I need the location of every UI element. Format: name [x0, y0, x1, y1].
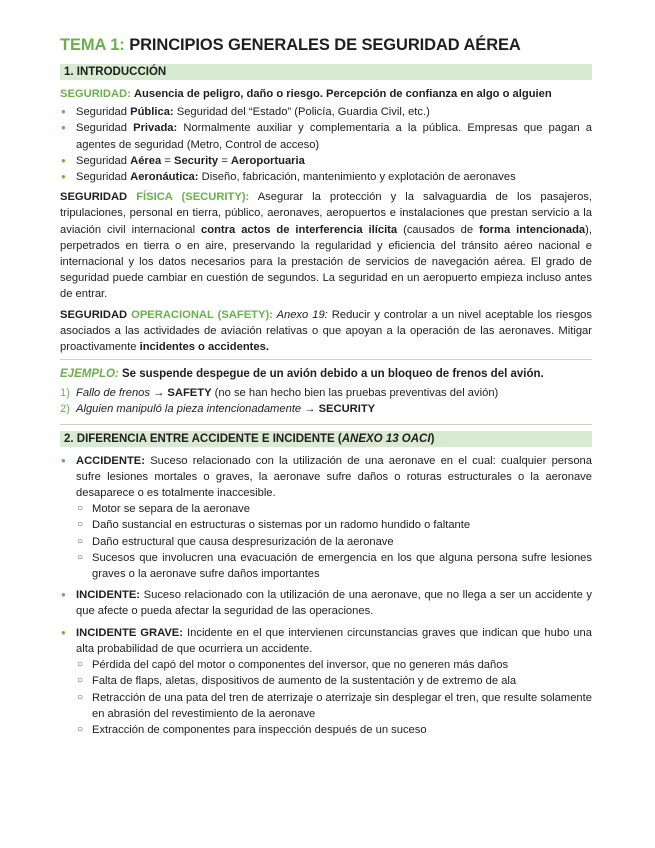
seguridad-definition	[60, 86, 592, 102]
section-heading-diferencia: 2. DIFERENCIA ENTRE ACCIDENTE E INCIDENTE (ANEXO 13 OACI)	[60, 431, 592, 447]
seguridad-label: SEGURIDAD:	[60, 88, 131, 100]
divider	[60, 424, 592, 425]
accident-types-list	[60, 453, 592, 738]
seguridad-fisica-paragraph: SEGURIDAD FÍSICA (SECURITY): Asegurar la protección y la salvaguardia de los pasajeros, tripulaciones, personal en tierra, público, aeronaves, aeropuertos e instalaciones que prestan servicio a la aviación civil internacional contra actos de interferencia ilícita (causados de forma intencionada), perpetrados en tierra o en aire, preservando la regularidad y eficiencia del tránsito aéreo nacional e internacional y los datos necesarios para la prestación de servicios de navegación aérea. El grado de seguridad puede cambiar en cuestión de segundos. La seguridad en un aeropuerto empieza incluso antes de entrar.	[60, 191, 592, 301]
list-item: ○ Motor se separa de la aeronave	[76, 501, 592, 517]
list-item: ● Seguridad Aérea = Security = Aeroportuaria	[60, 153, 592, 169]
accidente-sublist	[76, 501, 592, 582]
document-content	[60, 36, 592, 742]
ejemplo-heading: EJEMPLO: Se suspende despegue de un avión debido a un bloqueo de frenos del avión.	[60, 368, 544, 381]
title-number: TEMA 1:	[60, 36, 125, 54]
list-item-incidente-grave: ● INCIDENTE GRAVE: Incidente en el que intervienen circunstancias graves que indican que hubo una alta probabilidad de que ocurriera un accidente. ○ Pérdida del capó del motor o componentes del inversor, que no generen más daños ○ Falta de flaps, aletas, dispositivos de aumento de la sustentación y de extremo de ala ○ Retracción de una pata del tren de aterrizaje o aterrizaje sin desplegar el tren, que resulte solamente en abrasión del revestimiento de la aeronave ○ Extracción de componentes para inspección después de un suceso	[60, 625, 592, 738]
list-item: ○ Falta de flaps, aletas, dispositivos de aumento de la sustentación y de extremo de ala	[76, 673, 592, 689]
seguridad-def-text: Ausencia de peligro, daño o riesgo. Percepción de confianza en algo o alguien	[133, 88, 552, 100]
list-item: ○ Sucesos que involucren una evacuación de emergencia en los que alguna persona sufre lesiones graves o la aeronave sufre daños importantes	[76, 550, 592, 582]
list-item: ○ Pérdida del capó del motor o componentes del inversor, que no generen más daños	[76, 657, 592, 673]
list-item: ○ Extracción de componentes para inspección después de un suceso	[76, 722, 592, 738]
divider	[60, 359, 592, 360]
page-title	[60, 36, 592, 55]
section-heading-introduccion: 1. INTRODUCCIÓN	[60, 64, 592, 80]
title-text: PRINCIPIOS GENERALES DE SEGURIDAD AÉREA	[129, 36, 521, 54]
list-item: ○ Daño sustancial en estructuras o sistemas por un radomo hundido o faltante	[76, 517, 592, 533]
incidente-grave-sublist	[76, 657, 592, 738]
ejemplo-list	[60, 385, 592, 417]
seguridad-operacional-paragraph: SEGURIDAD OPERACIONAL (SAFETY): Anexo 19: Reducir y controlar a un nivel aceptable los riesgos asociados a las actividades de aviación relativas o que apoyan a la operación de las aeronaves. Mitigar proactivamente incidentes o accidentes.	[60, 308, 592, 354]
list-item-incidente: ● INCIDENTE: Suceso relacionado con la utilización de una aeronave, que no llega a ser un accidente y que afecte o pueda afectar la seguridad de las operaciones.	[60, 587, 592, 619]
list-item: 1) Fallo de frenos → SAFETY (no se han hecho bien las pruebas preventivas del avión)	[60, 387, 499, 400]
list-item: 2) Alguien manipuló la pieza intencionadamente → SECURITY	[60, 403, 376, 416]
list-item: ● Seguridad Privada: Normalmente auxiliar y complementaria a la pública. Empresas que pagan a agentes de seguridad (Metro, Control de acceso)	[60, 120, 592, 152]
list-item: ○ Daño estructural que causa despresurización de la aeronave	[76, 534, 592, 550]
list-item: ● Seguridad Aeronáutica: Diseño, fabricación, mantenimiento y explotación de aeronaves	[60, 169, 592, 185]
list-item: ○ Retracción de una pata del tren de aterrizaje o aterrizaje sin desplegar el tren, que resulte solamente en abrasión del revestimiento de la aeronave	[76, 690, 592, 722]
list-item-accidente: ● ACCIDENTE: Suceso relacionado con la utilización de una aeronave en el cual: cualquier persona sufre lesiones mortales o graves, la aeronave sufre daños o roturas estructurales o la aeronave desaparece o es totalmente inaccesible. ○ Motor se separa de la aeronave ○ Daño sustancial en estructuras o sistemas por un radomo hundido o faltante ○ Daño estructural que causa despresurización de la aeronave ○ Sucesos que involucren una evacuación de emergencia en los que alguna persona sufre lesiones graves o la aeronave sufre daños importantes	[60, 453, 592, 583]
list-item: ● Seguridad Pública: Seguridad del “Estado” (Policía, Guardia Civil, etc.)	[60, 104, 592, 120]
seguridad-types-list	[60, 104, 592, 185]
